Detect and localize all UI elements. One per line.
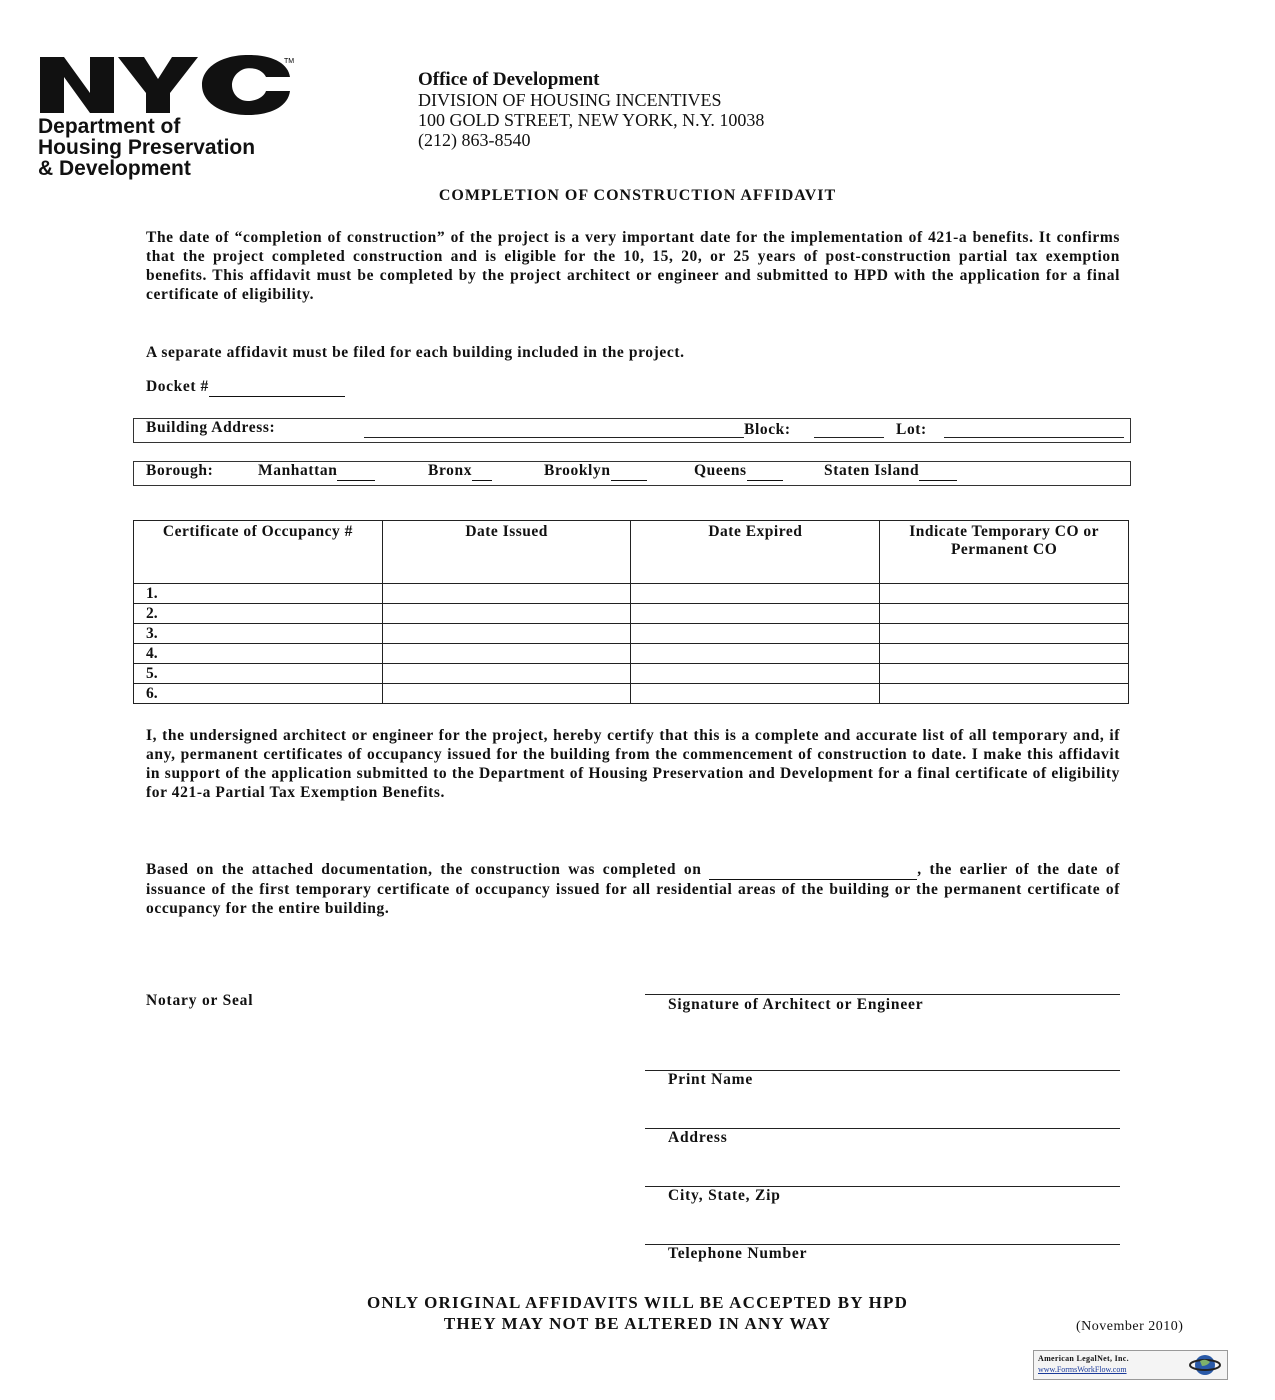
- borough-manhattan-label: Manhattan: [258, 462, 338, 479]
- header-certificate-number: Certificate of Occupancy #: [134, 521, 383, 584]
- borough-bronx-label: Bronx: [428, 462, 473, 479]
- form-title: COMPLETION OF CONSTRUCTION AFFIDAVIT: [438, 187, 837, 204]
- date-issued-cell[interactable]: [382, 664, 631, 684]
- docket-input[interactable]: [209, 377, 345, 397]
- department-name: [38, 116, 255, 179]
- footer-notice-line-1: ONLY ORIGINAL AFFIDAVITS WILL BE ACCEPTED BY HPD: [366, 1293, 909, 1312]
- lot-input[interactable]: [944, 437, 1124, 438]
- revision-date: (November 2010): [1076, 1319, 1184, 1334]
- nyc-logo: [38, 55, 293, 115]
- borough-staten-island-label: Staten Island: [824, 462, 920, 479]
- row-number[interactable]: 3.: [134, 624, 383, 644]
- co-type-cell[interactable]: [880, 664, 1129, 684]
- row-number[interactable]: 1.: [134, 584, 383, 604]
- date-issued-cell[interactable]: [382, 584, 631, 604]
- co-type-cell[interactable]: [880, 684, 1129, 704]
- borough-label: Borough:: [146, 462, 214, 479]
- table-row: [134, 644, 1129, 664]
- row-number[interactable]: 2.: [134, 604, 383, 624]
- office-phone: (212) 863-8540: [418, 130, 531, 150]
- completion-paragraph: [146, 860, 1120, 918]
- block-label: Block:: [744, 421, 791, 438]
- address-label: Address: [668, 1129, 728, 1146]
- globe-icon: [1188, 1353, 1222, 1382]
- separate-affidavit-note: A separate affidavit must be filed for each building included in the project.: [146, 344, 685, 361]
- office-address-block: [418, 70, 764, 150]
- signature-label: Signature of Architect or Engineer: [668, 996, 924, 1013]
- department-line-2: Housing Preservation: [38, 136, 256, 159]
- date-expired-cell[interactable]: [631, 664, 880, 684]
- footer-notice-line-2: THEY MAY NOT BE ALTERED IN ANY WAY: [443, 1314, 832, 1333]
- office-street: 100 GOLD STREET, NEW YORK, N.Y. 10038: [418, 110, 765, 130]
- completion-date-input[interactable]: [709, 860, 917, 880]
- notary-seal-label: Notary or Seal: [146, 992, 254, 1009]
- office-title: Office of Development: [418, 69, 600, 90]
- header-date-expired: Date Expired: [631, 521, 880, 584]
- publisher-name: American LegalNet, Inc.: [1038, 1354, 1129, 1363]
- city-state-zip-label: City, State, Zip: [668, 1187, 781, 1204]
- print-name-label: Print Name: [668, 1071, 754, 1088]
- building-address-row: [133, 418, 1131, 443]
- block-input[interactable]: [814, 437, 884, 438]
- publisher-badge[interactable]: [1033, 1350, 1228, 1380]
- borough-manhattan-blank[interactable]: [337, 462, 375, 481]
- borough-queens-blank[interactable]: [747, 462, 783, 481]
- docket-label: Docket #: [146, 378, 209, 395]
- co-type-cell[interactable]: [880, 604, 1129, 624]
- co-type-cell[interactable]: [880, 624, 1129, 644]
- building-address-input[interactable]: [364, 437, 744, 438]
- office-division: DIVISION OF HOUSING INCENTIVES: [418, 90, 722, 110]
- department-line-1: Department of: [38, 115, 181, 138]
- borough-staten-island-blank[interactable]: [919, 462, 957, 481]
- intro-paragraph: The date of “completion of construction” of the project is a very important date for the implementation of 421-a benefits. It confirms that the project completed construction and is eligible for the 10, 15, 20, or 25 years of post-construction partial tax exemption benefits. This affidavit must be completed by the project architect or engineer and submitted to HPD with the application for a final certificate of eligibility.: [146, 229, 1120, 303]
- row-number[interactable]: 6.: [134, 684, 383, 704]
- borough-brooklyn-option[interactable]: [544, 462, 647, 481]
- date-expired-cell[interactable]: [631, 624, 880, 644]
- date-expired-cell[interactable]: [631, 584, 880, 604]
- borough-queens-label: Queens: [694, 462, 747, 479]
- department-line-3: & Development: [38, 157, 191, 180]
- header-temporary-or-permanent: Indicate Temporary CO or Permanent CO: [880, 521, 1129, 584]
- building-address-label: Building Address:: [146, 419, 276, 436]
- nyc-logo-graphic: [38, 55, 293, 115]
- table-row: [134, 624, 1129, 644]
- table-row: [134, 584, 1129, 604]
- table-row: [134, 664, 1129, 684]
- co-type-cell[interactable]: [880, 644, 1129, 664]
- borough-brooklyn-label: Brooklyn: [544, 462, 611, 479]
- docket-row: [146, 377, 546, 397]
- svg-text:TM: TM: [284, 58, 295, 65]
- borough-row: [133, 461, 1131, 486]
- borough-bronx-blank[interactable]: [472, 462, 492, 481]
- borough-staten-island-option[interactable]: [824, 462, 957, 481]
- row-number[interactable]: 4.: [134, 644, 383, 664]
- date-expired-cell[interactable]: [631, 644, 880, 664]
- table-row: [134, 604, 1129, 624]
- table-row: [134, 684, 1129, 704]
- borough-manhattan-option[interactable]: [258, 462, 375, 481]
- certification-paragraph: I, the undersigned architect or engineer for the project, hereby certify that this is a complete and accurate list of all temporary and, if any, permanent certificates of occupancy issued for the building from the commencement of construction to date. I make this affidavit in support of the application submitted to the Department of Housing Preservation and Development for a final certificate of eligibility for 421-a Partial Tax Exemption Benefits.: [146, 727, 1120, 801]
- completion-text-start: Based on the attached documentation, the construction was completed on: [146, 861, 702, 878]
- publisher-url[interactable]: www.FormsWorkFlow.com: [1038, 1365, 1127, 1374]
- lot-label: Lot:: [896, 421, 927, 438]
- header-date-issued: Date Issued: [382, 521, 631, 584]
- row-number[interactable]: 5.: [134, 664, 383, 684]
- co-type-cell[interactable]: [880, 584, 1129, 604]
- date-expired-cell[interactable]: [631, 684, 880, 704]
- signature-input[interactable]: [645, 994, 1120, 995]
- borough-bronx-option[interactable]: [428, 462, 492, 481]
- date-issued-cell[interactable]: [382, 624, 631, 644]
- borough-queens-option[interactable]: [694, 462, 783, 481]
- date-issued-cell[interactable]: [382, 644, 631, 664]
- date-issued-cell[interactable]: [382, 684, 631, 704]
- certificate-of-occupancy-table: [133, 520, 1129, 704]
- telephone-label: Telephone Number: [668, 1245, 808, 1262]
- borough-brooklyn-blank[interactable]: [611, 462, 647, 481]
- table-header-row: [134, 521, 1129, 584]
- completion-text-rest: , the earlier of the date of issuance of the first temporary certificate of occupancy issued for all residential areas of the building or the permanent certificate of occupancy for the entire building.: [146, 861, 1121, 917]
- date-issued-cell[interactable]: [382, 604, 631, 624]
- date-expired-cell[interactable]: [631, 604, 880, 624]
